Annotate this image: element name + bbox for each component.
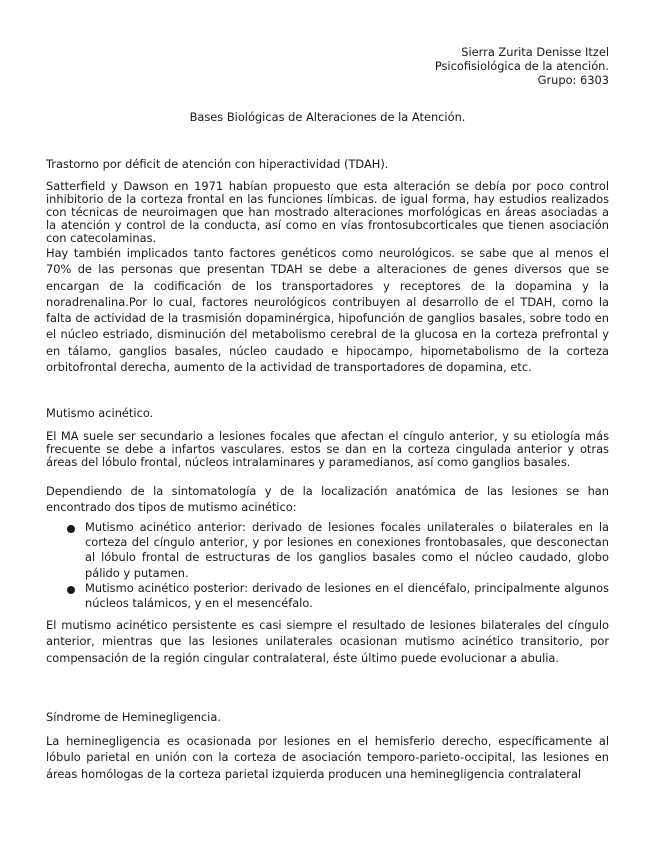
mutismo-paragraph-3: El mutismo acinético persistente es casi siempre el resultado de lesiones bilaterales del cíngulo anterior, mientras que las lesiones unilaterales ocasionan mutismo acinético transitorio, por compensación de la región cingular contralateral, éste último puede evolucionar a abulia. — [46, 618, 609, 665]
mutismo-paragraph-1: El MA suele ser secundario a lesiones focales que afectan el cíngulo anterior, y su etiología más frecuente se debe a infartos vasculares. estos se dan en la corteza cingulada anterior y otras áreas del lóbulo frontal, núcleos intralaminares y paramedianos, así como ganglios basales. — [46, 429, 609, 469]
author-name: Sierra Zurita Denisse Itzel — [461, 45, 609, 59]
bullet-icon — [67, 586, 75, 594]
heminegligencia-heading: Síndrome de Heminegligencia. — [46, 710, 221, 724]
bullet-icon — [67, 525, 75, 533]
mutismo-type-posterior: Mutismo acinético posterior: derivado de lesiones en el diencéfalo, principalmente algunos núcleos talámicos, y en el mesencéfalo. — [85, 580, 609, 611]
tdah-paragraph-1: Satterfield y Dawson en 1971 habían propuesto que esta alteración se debía por poco control inhibitorio de la corteza frontal en las funciones límbicas. de igual forma, hay estudios realizados con técnicas de neuroimagen que han mostrado alteraciones morfológicas en áreas asociadas a la atención y control de la conducta, así como en vías frontosubcorticales que tienen asociación con catecolaminas. — [46, 179, 609, 245]
mutismo-heading: Mutismo acinético. — [46, 406, 154, 420]
mutismo-type-anterior: Mutismo acinético anterior: derivado de lesiones focales unilaterales o bilaterales en la corteza del cíngulo anterior, y por lesiones en conexiones frontobasales, que desconectan al lóbulo frontal de estructuras de los ganglios basales como el núcleo caudado, globo pálido y putamen. — [85, 520, 609, 580]
tdah-heading: Trastorno por déficit de atención con hiperactividad (TDAH). — [46, 157, 389, 171]
list-item — [46, 581, 609, 611]
mutismo-types-list — [46, 520, 609, 611]
author-header — [435, 45, 609, 87]
tdah-paragraph-2: Hay también implicados tanto factores genéticos como neurológicos. se sabe que al menos el 70% de las personas que presentan TDAH se debe a alteraciones de genes diversos que se encargan de la codificación de los transportadores y receptores de la dopamina y la noradrenalina.Por lo cual, factores neurológicos contribuyen al desarrollo de el TDAH, como la falta de actividad de la trasmisión dopaminérgica, hipofunción de ganglios basales, sobre todo en el núcleo estriado, disminución del metabolismo cerebral de la glucosa en la corteza prefrontal y en tálamo, ganglios basales, núcleo caudado e hipocampo, hipometabolismo de la corteza orbitofrontal derecha, aumento de la actividad de transportadores de dopamina, etc. — [46, 246, 609, 375]
group-number: Grupo: 6303 — [537, 73, 609, 87]
heminegligencia-paragraph-1: La heminegligencia es ocasionada por lesiones en el hemisferio derecho, específicamente al lóbulo parietal en unión con la corteza de asociación temporo-parieto-occipital, las lesiones en áreas homólogas de la corteza parietal izquierda producen una heminegligencia contralateral — [46, 734, 609, 781]
list-item — [46, 520, 609, 581]
course-name: Psicofisiológica de la atención. — [434, 59, 609, 73]
document-title: Bases Biológicas de Alteraciones de la Atención. — [189, 110, 466, 124]
mutismo-paragraph-2: Dependiendo de la sintomatología y de la localización anatómica de las lesiones se han encontrado dos tipos de mutismo acinético: — [46, 484, 609, 515]
